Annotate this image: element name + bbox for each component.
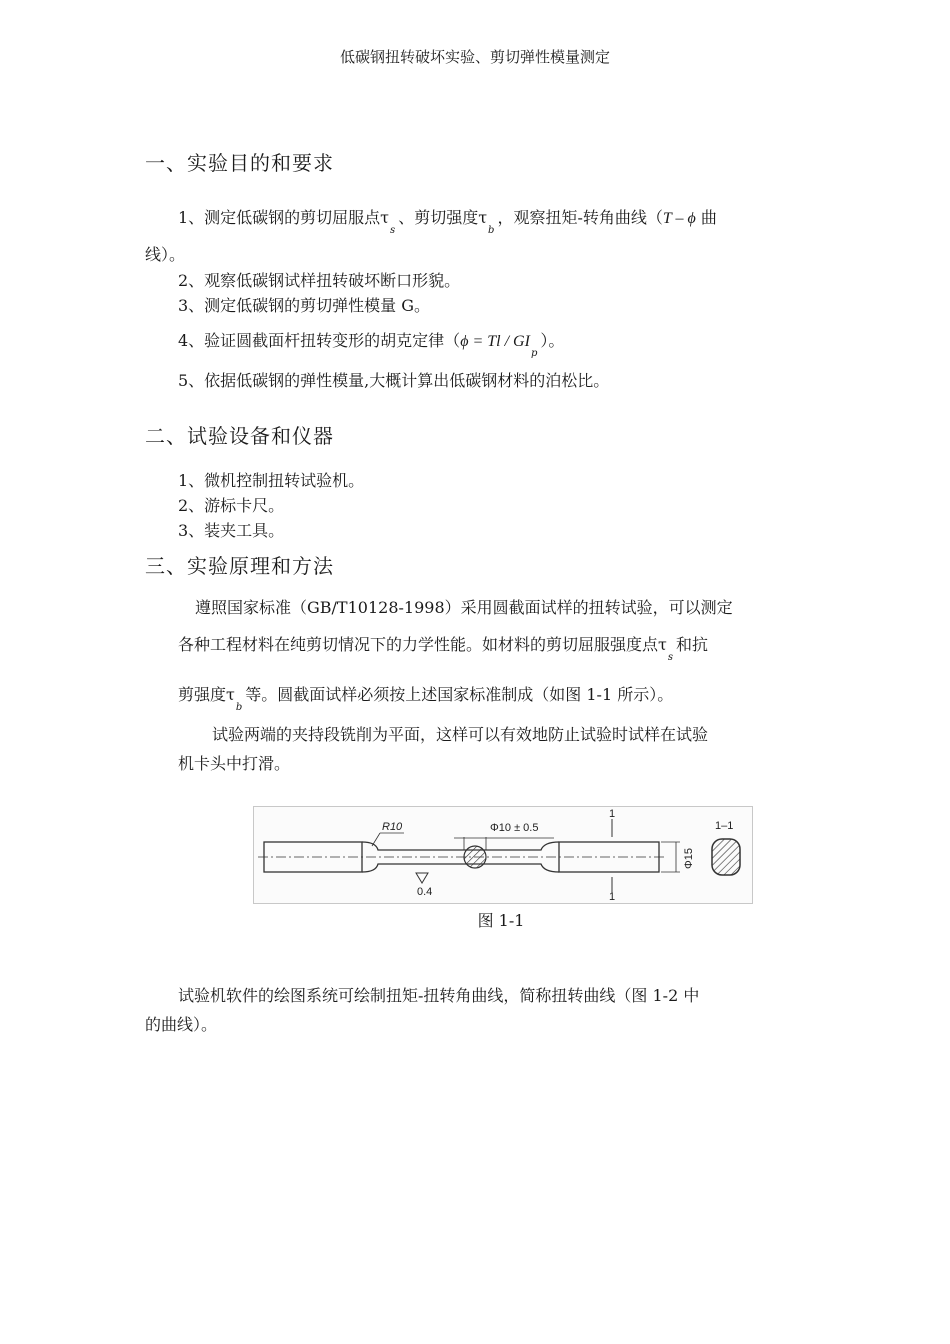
item-3: 3、测定低碳钢的剪切弹性模量 G。	[178, 296, 431, 315]
principle-para-2-line-1: 试验两端的夹持段铣削为平面，这样可以有效地防止试验时试样在试验	[212, 725, 709, 744]
item-1-line-2: 线）。	[145, 245, 186, 264]
principle-para-2-line-2: 机卡头中打滑。	[178, 754, 291, 773]
label-r10: R10	[382, 821, 403, 833]
principle-para-1-line-1: 遵照国家标准（GB/T10128-1998）采用圆截面试样的扭转试验，可以测定	[195, 598, 733, 617]
item-2: 2、观察低碳钢试样扭转破坏断口形貌。	[178, 271, 461, 290]
label-section-bottom: 1	[609, 891, 616, 903]
specimen-figure	[253, 806, 753, 904]
hatched-section-circle	[464, 846, 486, 868]
roughness-symbol	[416, 873, 428, 883]
specimen-drawing	[254, 807, 752, 903]
principle-para-1-line-2: 各种工程材料在纯剪切情况下的力学性能。如材料的剪切屈服强度点$\tau_s$和抗	[178, 635, 709, 663]
section-1-heading: 一、实验目的和要求	[145, 151, 334, 175]
item-5: 5、依据低碳钢的弹性模量,大概计算出低碳钢材料的泊松比。	[178, 371, 610, 390]
figure-caption: 图 1-1	[477, 911, 525, 930]
curve-para-line-2: 的曲线）。	[145, 1015, 218, 1034]
page-header: 低碳钢扭转破坏实验、剪切弹性模量测定	[339, 48, 610, 66]
principle-para-1-line-3: 剪强度$\tau_b$等。圆截面试样必须按上述国家标准制成（如图 1-1 所示）。	[178, 685, 674, 713]
label-dia10: Φ10 ± 0.5	[490, 822, 539, 834]
gauge-bottom-edge	[362, 864, 559, 872]
equipment-item-1: 1、微机控制扭转试验机。	[178, 471, 365, 490]
item-1-line-1: 1、测定低碳钢的剪切屈服点$\tau_s$、剪切强度$\tau_b$，观察扭矩-转角曲线（T – ϕ 曲	[178, 208, 717, 236]
label-section-top: 1	[609, 808, 616, 820]
label-roughness: 0.4	[417, 886, 433, 898]
item-4: 4、验证圆截面杆扭转变形的胡克定律$(\phi = Tl / GI_p)$。	[178, 331, 565, 359]
label-dia15: Φ15	[683, 847, 695, 869]
section-3-heading: 三、实验原理和方法	[145, 554, 334, 578]
label-cross-section: 1–1	[715, 820, 734, 832]
equipment-item-2: 2、游标卡尺。	[178, 496, 285, 515]
equipment-item-3: 3、装夹工具。	[178, 521, 285, 540]
curve-para-line-1: 试验机软件的绘图系统可绘制扭矩-扭转角曲线，简称扭转曲线（图 1-2 中	[178, 986, 700, 1005]
gauge-top-edge	[362, 842, 559, 850]
section-2-heading: 二、试验设备和仪器	[145, 424, 334, 448]
